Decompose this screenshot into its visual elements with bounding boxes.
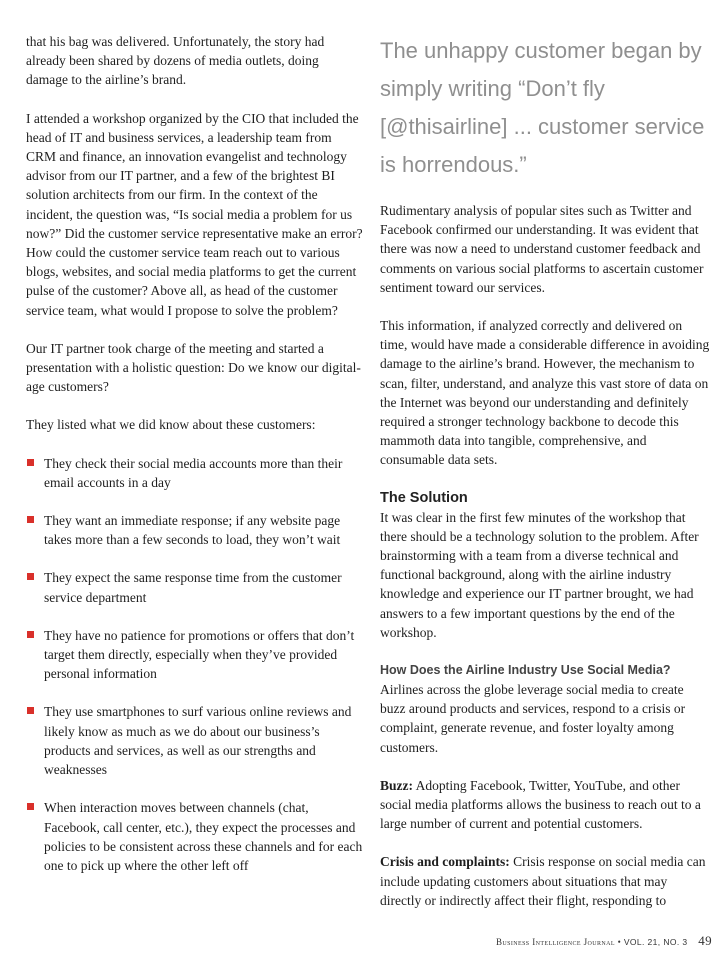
run-in-heading-crisis: Crisis and complaints:: [380, 854, 510, 870]
red-square-bullet-icon: [27, 516, 34, 523]
pull-quote: The unhappy customer began by simply writing “Don’t fly [@thisairline] ... customer service is horrendous.”: [380, 38, 705, 177]
list-item-text: They have no patience for promotions or offers that don’t target them directly, especially when they’ve provided personal information: [44, 627, 355, 682]
list-item: [26, 454, 364, 492]
list-item-text: When interaction moves between channels (chat, Facebook, call center, etc.), they expect the processes and policies to be consistent across these channels and for each one to pick up where the other left off: [44, 800, 363, 873]
list-item-text: They expect the same response time from the customer service department: [44, 570, 342, 605]
red-square-bullet-icon: [27, 707, 34, 714]
left-column: [26, 32, 364, 894]
right-column: [380, 32, 710, 929]
run-in-heading-buzz: Buzz:: [380, 777, 413, 793]
list-item: [26, 798, 364, 875]
red-square-bullet-icon: [27, 803, 34, 810]
body-paragraph: They listed what we did know about these customers:: [26, 417, 316, 433]
list-item: [26, 702, 364, 779]
list-item-text: They want an immediate response; if any website page takes more than a few seconds to load, they won’t wait: [44, 513, 341, 548]
body-paragraph: Our IT partner took charge of the meeting and started a presentation with a holistic question: Do we know our digital-age customers?: [26, 340, 361, 395]
list-item: [26, 568, 364, 606]
body-paragraph: This information, if analyzed correctly and delivered on time, would have made a considerable difference in avoiding damage to the airline’s brand. However, the mechanism to scan, filter, understand, and analyze this vast store of data on the Internet was beyond our understanding and definitely required a stronger technology backbone to decode this mammoth data into tangible, comprehensive, and consumable data sets.: [380, 318, 710, 468]
body-paragraph: I attended a workshop organized by the CIO that included the head of IT and business services, a leadership team from CRM and finance, an innovation evangelist and technology advisor from our IT partner, and a few of the brightest BI solution architects from our firm. In the context of the incident, the question was, “Is social media a problem for us now?” Did the customer service representative make an error? How could the customer service team reach out to various blogs, websites, and social media platforms to get the current pulse of the customer? Above all, as head of the customer service team, what would I propose to solve the problem?: [26, 110, 363, 318]
body-paragraph: Airlines across the globe leverage social media to create buzz around products and services, respond to a crisis or complaint, generate revenue, and foster loyalty among customers.: [380, 682, 686, 755]
body-paragraph: that his bag was delivered. Unfortunately, the story had already been shared by dozens of media outlets, doing damage to the airline’s brand.: [26, 34, 325, 88]
list-item: [26, 511, 364, 549]
footer-separator: •: [617, 937, 622, 947]
buzz-text: Adopting Facebook, Twitter, YouTube, and other social media platforms allows the business to reach out to a large number of current and potential customers.: [380, 777, 701, 832]
list-item-text: They check their social media accounts more than their email accounts in a day: [44, 455, 343, 490]
crisis-paragraph: [380, 852, 710, 910]
body-paragraph: Rudimentary analysis of popular sites such as Twitter and Facebook confirmed our understanding. It was evident that there was now a need to understand customer feedback and comments on various social platforms to ascertain customer sentiment toward our services.: [380, 203, 704, 295]
list-item-text: They use smartphones to surf various online reviews and likely know as much as we do about our business’s products and services, as well as our strengths and weaknesses: [44, 704, 352, 778]
red-square-bullet-icon: [27, 459, 34, 466]
journal-name: Business Intelligence Journal: [496, 937, 615, 947]
page-footer: [496, 933, 712, 949]
body-paragraph: It was clear in the first few minutes of the workshop that there should be a technology solution to the problem. After brainstorming with a team from a diverse technical and functional background, along with the airline industry knowledge and experience our IT partner brought, we had answers to a few important questions by the end of the workshop.: [380, 509, 699, 640]
page-number: 49: [698, 933, 712, 948]
subheading-airline-social-media: How Does the Airline Industry Use Social Media?: [380, 663, 671, 678]
section-heading-solution: The Solution: [380, 489, 468, 506]
buzz-paragraph: [380, 776, 710, 834]
red-square-bullet-icon: [27, 631, 34, 638]
customer-traits-list: [26, 454, 364, 875]
list-item: [26, 626, 364, 684]
crisis-text: Crisis response on social media can include updating customers about situations that may directly or indirectly affect their flight, responding to: [380, 854, 706, 908]
volume-issue: VOL. 21, NO. 3: [623, 937, 688, 947]
red-square-bullet-icon: [27, 573, 34, 580]
